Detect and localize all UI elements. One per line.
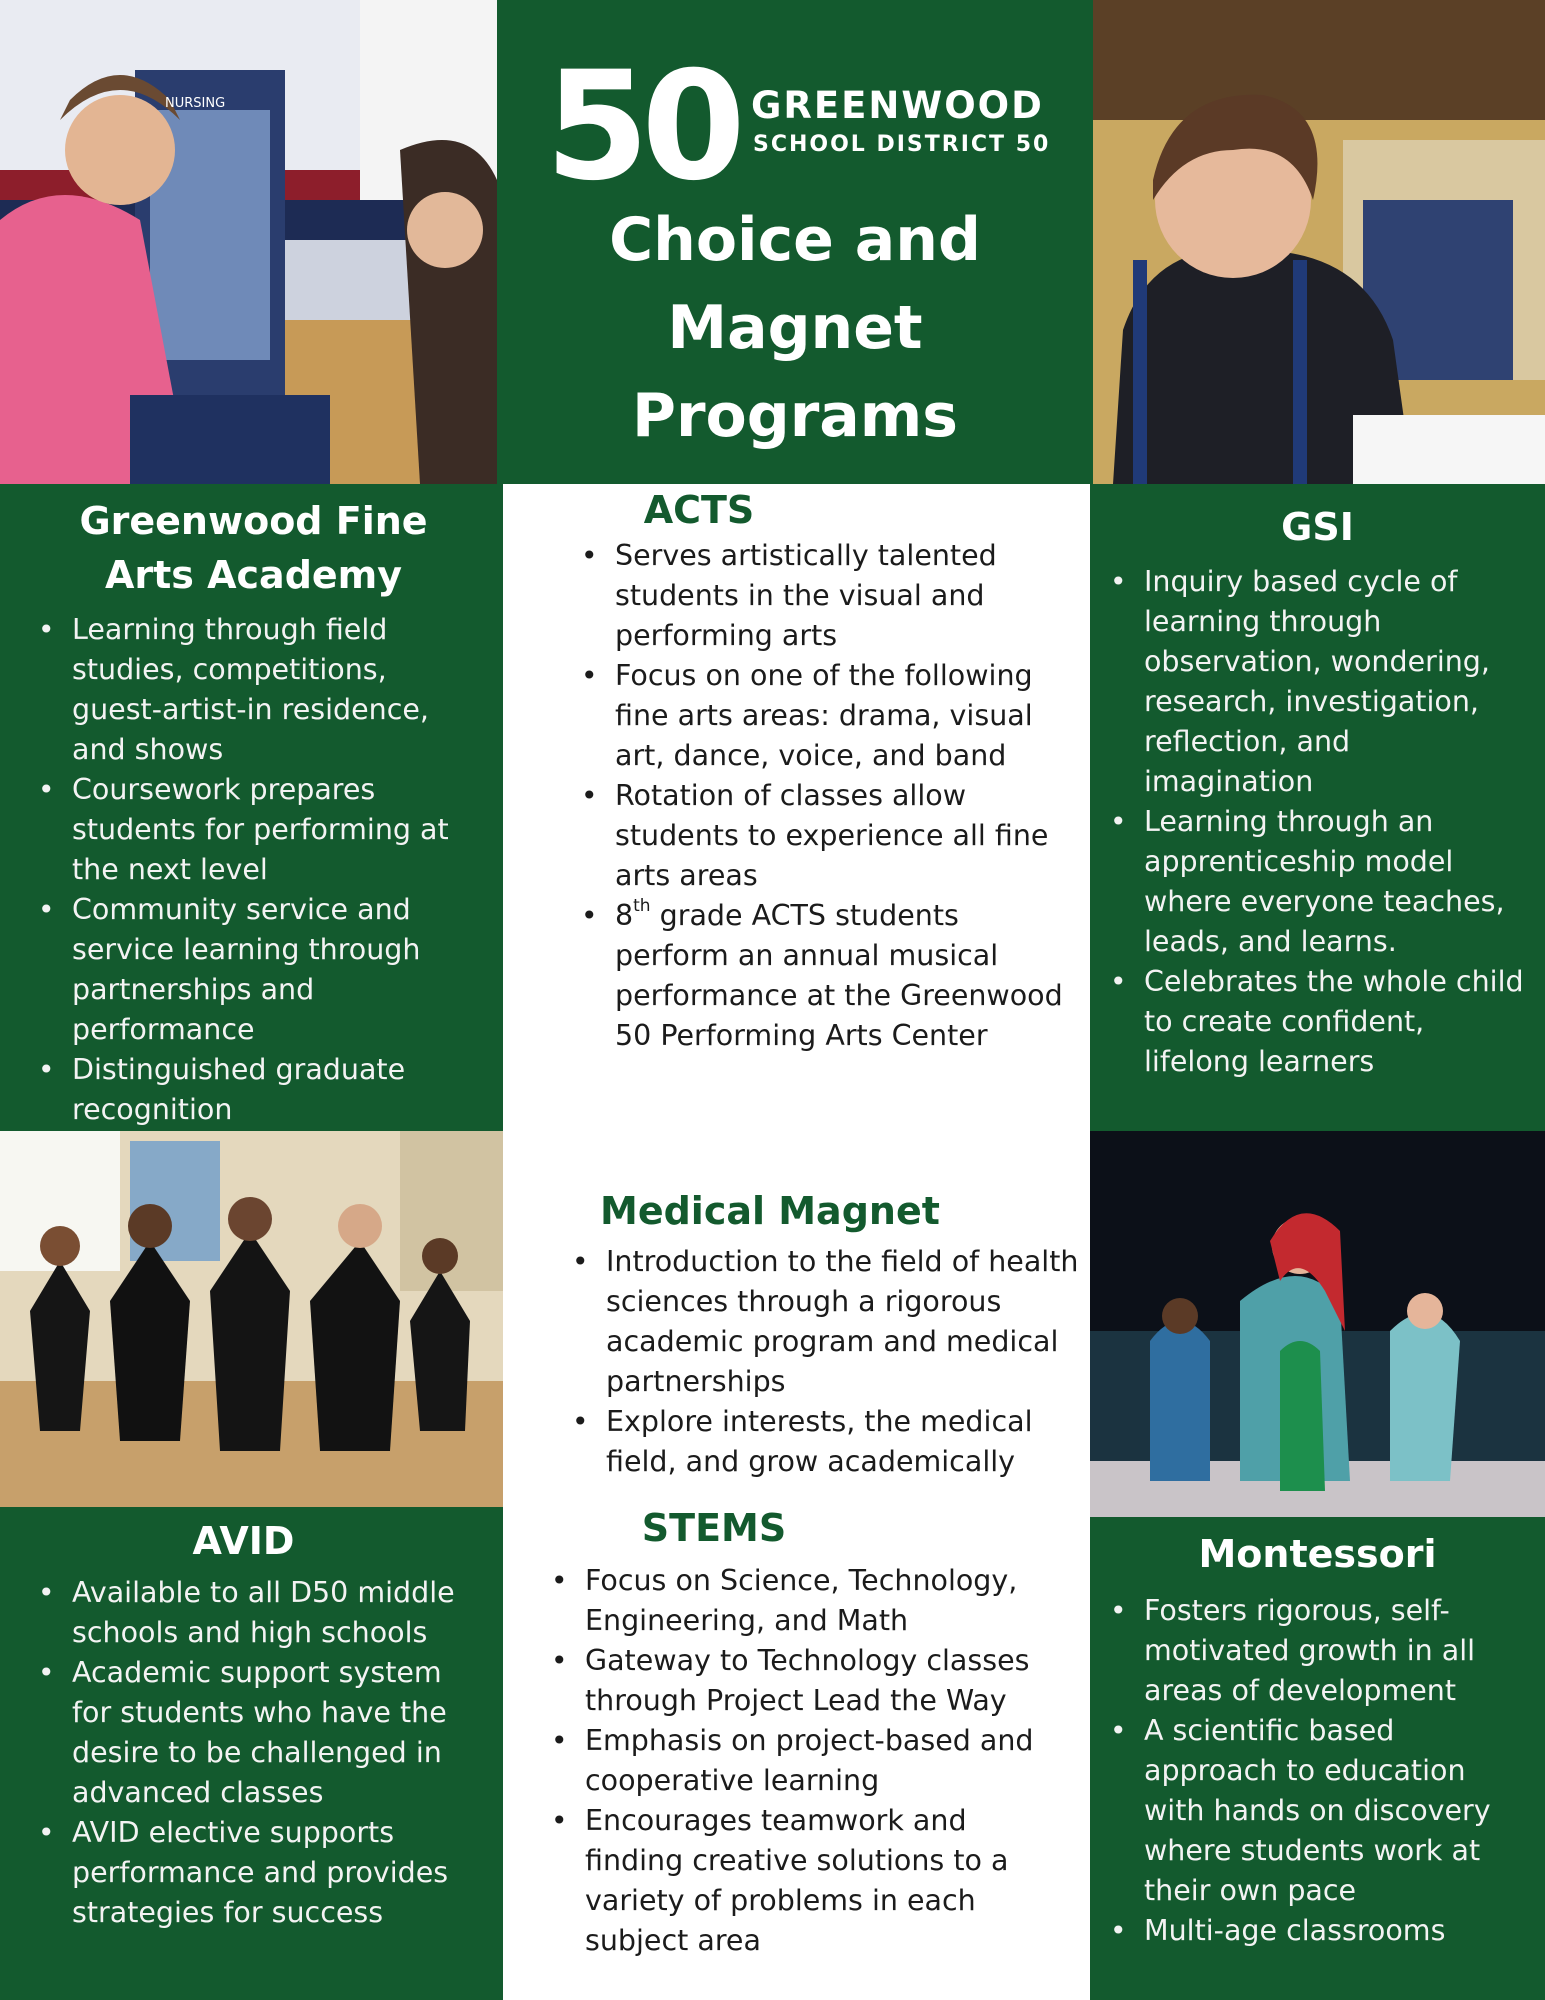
section-gsi [1090,484,1545,1131]
section-title-avid: AVID [192,1519,295,1563]
acts-list [579,536,1070,1056]
grade-suffix: th [633,895,651,916]
list-item: • Fosters rigorous, self-motivated growth in all areas of development [1108,1591,1527,1711]
photo-dance-class [0,1131,503,1507]
logo-number: 50 [545,40,738,214]
list-item: • A scientific based approach to education with hands on discovery where students work at their own pace [1108,1711,1527,1911]
acts-performance-text: grade ACTS students perform an annual musical performance at the Greenwood 50 Performing Arts Center [615,899,1063,1052]
medical-list [570,1242,1090,1482]
list-item: • Available to all D50 middle schools and high schools [36,1573,471,1653]
title-line: Programs [631,381,959,451]
banner-label: NURSING [165,96,226,111]
title-line: Greenwood Fine [79,499,428,543]
list-item: • Rotation of classes allow students to experience all fine arts areas [579,776,1070,896]
logo-subtitle: SCHOOL DISTRICT 50 [753,132,1051,157]
section-title-acts: ACTS [643,488,755,532]
fine-arts-list [36,610,471,1130]
title-line: Magnet [667,293,923,363]
list-item: • Learning through an apprenticeship model where everyone teaches, leads, and learns. [1108,802,1527,962]
list-item: • Inquiry based cycle of learning through observation, wondering, research, investigation, reflection, and imagination [1108,562,1527,802]
section-title-medical: Medical Magnet [600,1189,940,1233]
stems-list [549,1561,1070,1961]
gsi-list [1108,562,1527,1082]
list-item: • Gateway to Technology classes through Project Lead the Way [549,1641,1070,1721]
list-item: • Serves artistically talented students in the visual and performing arts [579,536,1070,656]
title-line: Arts Academy [104,553,403,597]
section-acts [503,484,1090,1146]
section-title-montessori: Montessori [1198,1532,1437,1576]
section-title-stems: STEMS [641,1506,787,1550]
list-item: • Multi-age classrooms [1108,1911,1527,1951]
list-item: • Emphasis on project-based and cooperative learning [549,1721,1070,1801]
section-title-gsi: GSI [1281,505,1354,549]
list-item: • Focus on one of the following fine arts areas: drama, visual art, dance, voice, and band [579,656,1070,776]
section-title-fine-arts [36,494,471,602]
list-item: • Distinguished graduate recognition [36,1050,471,1130]
photo-student-writing [1093,0,1545,484]
list-item: • Explore interests, the medical field, and grow academically [570,1402,1090,1482]
avid-list [36,1573,471,1933]
list-item: • AVID elective supports performance and provides strategies for success [36,1813,471,1933]
title-line: Choice and [609,205,981,275]
page-title [497,196,1093,460]
list-item: • Focus on Science, Technology, Engineering, and Math [549,1561,1070,1641]
district-logo [545,40,1065,214]
montessori-list [1108,1591,1527,1951]
section-medical [570,1180,1090,1480]
list-item: • Academic support system for students who have the desire to be challenged in advanced classes [36,1653,471,1813]
list-item: • Learning through field studies, competitions, guest-artist-in residence, and shows [36,610,471,770]
list-item: • Introduction to the field of health sciences through a rigorous academic program and medical partnerships [570,1242,1090,1402]
section-stems [503,1495,1090,2000]
section-fine-arts [0,484,503,1131]
photo-stage-performance [1090,1131,1545,1517]
header [497,0,1093,484]
section-avid [0,1507,503,2000]
list-item: • Encourages teamwork and finding creative solutions to a variety of problems in each subject area [549,1801,1070,1961]
grade-number: 8 [615,899,634,932]
list-item: • Celebrates the whole child to create confident, lifelong learners [1108,962,1527,1082]
list-item [579,896,1070,1056]
photo-nursing-booth [0,0,497,484]
logo-name: GREENWOOD [751,84,1044,127]
list-item: • Community service and service learning through partnerships and performance [36,890,471,1050]
section-montessori [1090,1517,1545,2000]
list-item: • Coursework prepares students for performing at the next level [36,770,471,890]
